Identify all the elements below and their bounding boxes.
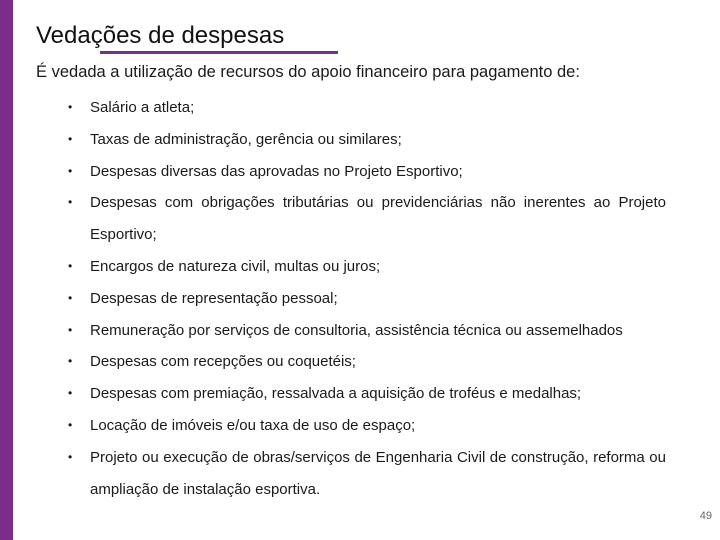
bullet-item	[68, 187, 666, 251]
bullet-text: Projeto ou execução de obras/serviços de Engenharia Civil de construção, reforma ou ampliação de instalação esportiva.	[90, 448, 666, 498]
page-number: 49	[699, 510, 712, 522]
bullet-item	[68, 315, 666, 347]
bullet-icon: •	[68, 354, 73, 369]
bullet-item	[68, 378, 666, 410]
bullet-icon: •	[68, 100, 73, 114]
bullet-text: Despesas com recepções ou coquetéis;	[90, 353, 356, 371]
slide-title: Vedações de despesas	[36, 22, 285, 49]
title-underline	[100, 51, 338, 54]
left-accent-bar	[0, 0, 13, 540]
bullet-text: Locação de imóveis e/ou taxa de uso de espaço;	[90, 416, 416, 434]
bullet-icon: •	[68, 386, 73, 401]
bullet-item	[68, 442, 666, 506]
bullet-text: Despesas diversas das aprovadas no Projeto Esportivo;	[90, 162, 463, 180]
bullet-text: Remuneração por serviços de consultoria, assistência técnica ou assemelhados	[90, 321, 623, 339]
bullet-icon: •	[68, 290, 73, 305]
bullet-icon: •	[68, 449, 73, 464]
bullet-icon: •	[68, 258, 73, 273]
bullet-text: Taxas de administração, gerência ou similares;	[90, 130, 402, 148]
bullet-icon: •	[68, 131, 73, 146]
bullet-text: Despesas com premiação, ressalvada a aquisição de troféus e medalhas;	[90, 385, 582, 403]
bullet-text: Despesas de representação pessoal;	[90, 289, 338, 307]
bullet-icon: •	[68, 195, 73, 210]
intro-text: É vedada a utilização de recursos do apoio financeiro para pagamento de:	[36, 63, 580, 81]
bullet-item	[68, 251, 666, 283]
bullet-list	[68, 92, 666, 505]
bullet-text: Salário a atleta;	[90, 99, 195, 116]
bullet-text: Encargos de natureza civil, multas ou juros;	[90, 257, 381, 275]
bullet-icon: •	[68, 163, 73, 178]
bullet-item	[68, 124, 666, 156]
bullet-icon: •	[68, 417, 73, 432]
bullet-item	[68, 283, 666, 315]
bullet-item	[68, 346, 666, 378]
bullet-item	[68, 92, 666, 124]
bullet-item	[68, 156, 666, 188]
bullet-text: Despesas com obrigações tributárias ou previdenciárias não inerentes ao Projeto Esportivo;	[90, 194, 666, 244]
bullet-icon: •	[68, 322, 73, 337]
bullet-item	[68, 410, 666, 442]
